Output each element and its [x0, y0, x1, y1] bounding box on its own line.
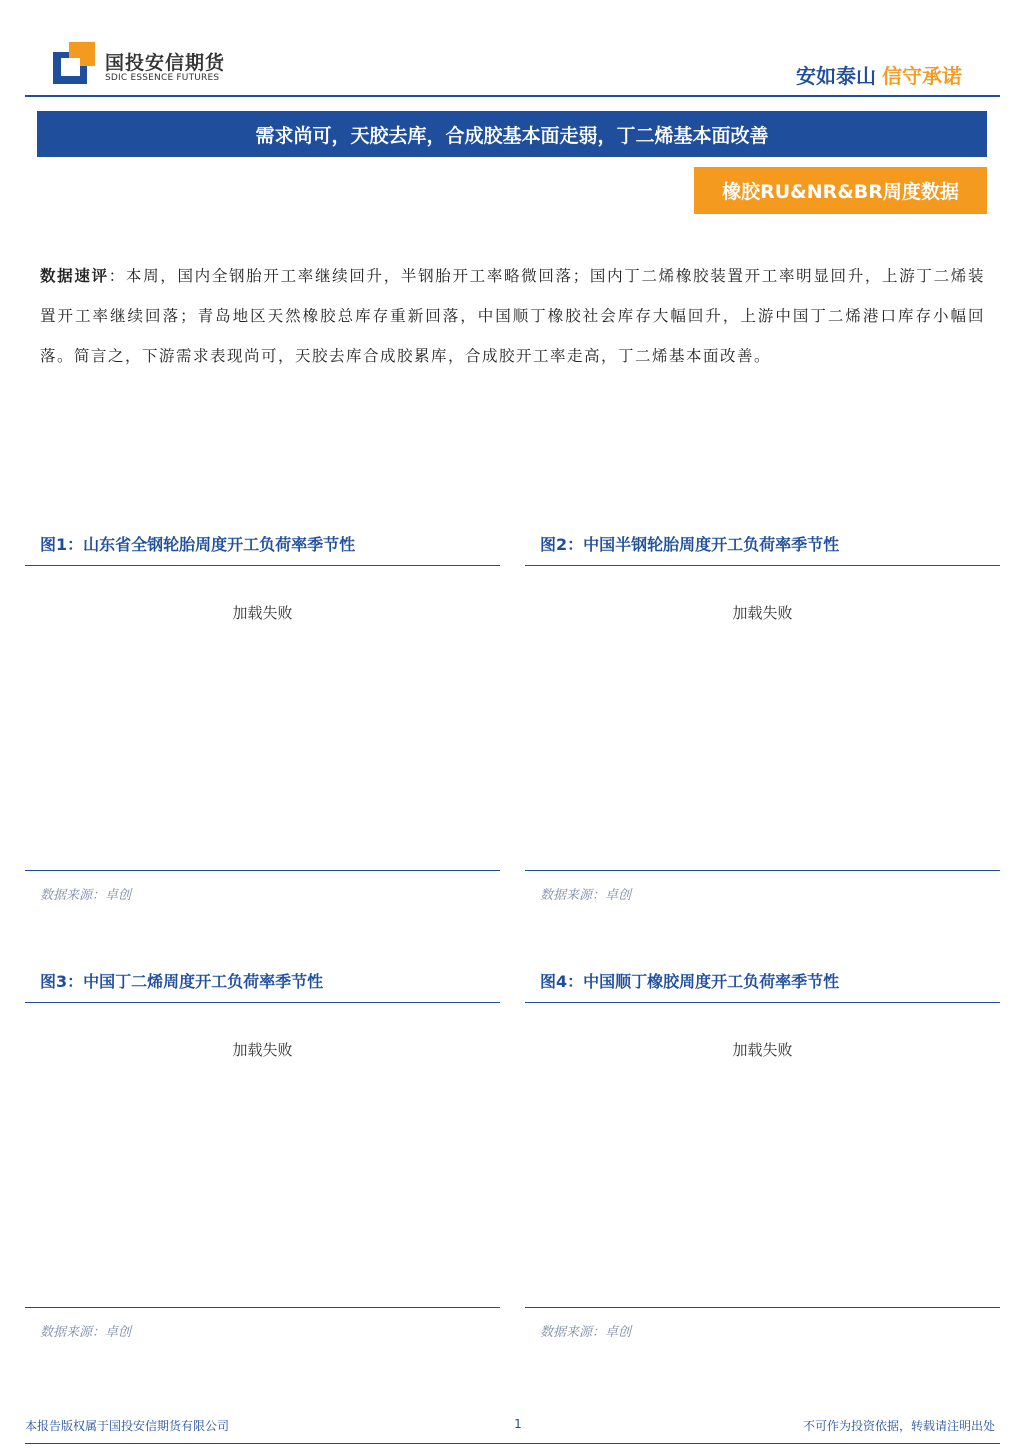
- company-logo: [53, 42, 243, 88]
- report-title: 需求尚可，天胶去库，合成胶基本面走弱，丁二烯基本面改善: [37, 111, 987, 157]
- figure-source: 数据来源：卓创: [540, 1325, 632, 1340]
- footer-divider: [25, 1443, 1000, 1444]
- figure-title: 图2：中国半钢轮胎周度开工负荷率季节性: [540, 535, 840, 554]
- commentary-text: ：本周，国内全钢胎开工率继续回升，半钢胎开工率略微回落；国内丁二烯橡胶装置开工率明显回升，上游丁二烯装置开工率继续回落；青岛地区天然橡胶总库存重新回落，中国顺丁橡胶社会库存大幅回升，上游中国丁二烯港口库存小幅回落。简言之，下游需求表现尚可，天胶去库合成胶累库，合成胶开工率走高，丁二烯基本面改善。: [40, 267, 985, 365]
- commentary-label: 数据速评: [40, 267, 109, 285]
- figure-bottom-rule: [25, 870, 500, 871]
- figure-image-placeholder: [525, 566, 1000, 870]
- figure-bottom-rule: [25, 1307, 500, 1308]
- slogan: [796, 60, 962, 89]
- slogan-part-1: 安如泰山: [796, 64, 876, 88]
- data-commentary: [40, 256, 985, 376]
- figure-image-placeholder: [25, 566, 500, 870]
- copyright-notice: 本报告版权属于国投安信期货有限公司: [25, 1419, 230, 1433]
- image-load-failed-text: 加载失败: [732, 1041, 793, 1059]
- logo-mark-icon: [53, 42, 97, 86]
- figure-title: 图3：中国丁二烯周度开工负荷率季节性: [40, 972, 324, 991]
- figure-bottom-rule: [525, 1307, 1000, 1308]
- report-category-tag: 橡胶RU&NR&BR周度数据: [694, 167, 987, 214]
- logo-name-cn: 国投安信期货: [105, 52, 226, 74]
- figure-title: 图4：中国顺丁橡胶周度开工负荷率季节性: [540, 972, 840, 991]
- image-load-failed-text: 加载失败: [232, 1041, 293, 1059]
- header-divider: [25, 95, 1000, 97]
- figure-title: 图1：山东省全钢轮胎周度开工负荷率季节性: [40, 535, 356, 554]
- figure-source: 数据来源：卓创: [40, 888, 132, 903]
- slogan-part-2: 信守承诺: [882, 64, 962, 88]
- figure-image-placeholder: [25, 1003, 500, 1307]
- disclaimer-notice: 不可作为投资依据，转载请注明出处: [802, 1419, 995, 1433]
- logo-name-en: SDIC ESSENCE FUTURES: [105, 73, 220, 83]
- figure-bottom-rule: [525, 870, 1000, 871]
- image-load-failed-text: 加载失败: [732, 604, 793, 622]
- figure-image-placeholder: [525, 1003, 1000, 1307]
- figure-source: 数据来源：卓创: [40, 1325, 132, 1340]
- image-load-failed-text: 加载失败: [232, 604, 293, 622]
- figure-source: 数据来源：卓创: [540, 888, 632, 903]
- page-number: 1: [514, 1417, 522, 1431]
